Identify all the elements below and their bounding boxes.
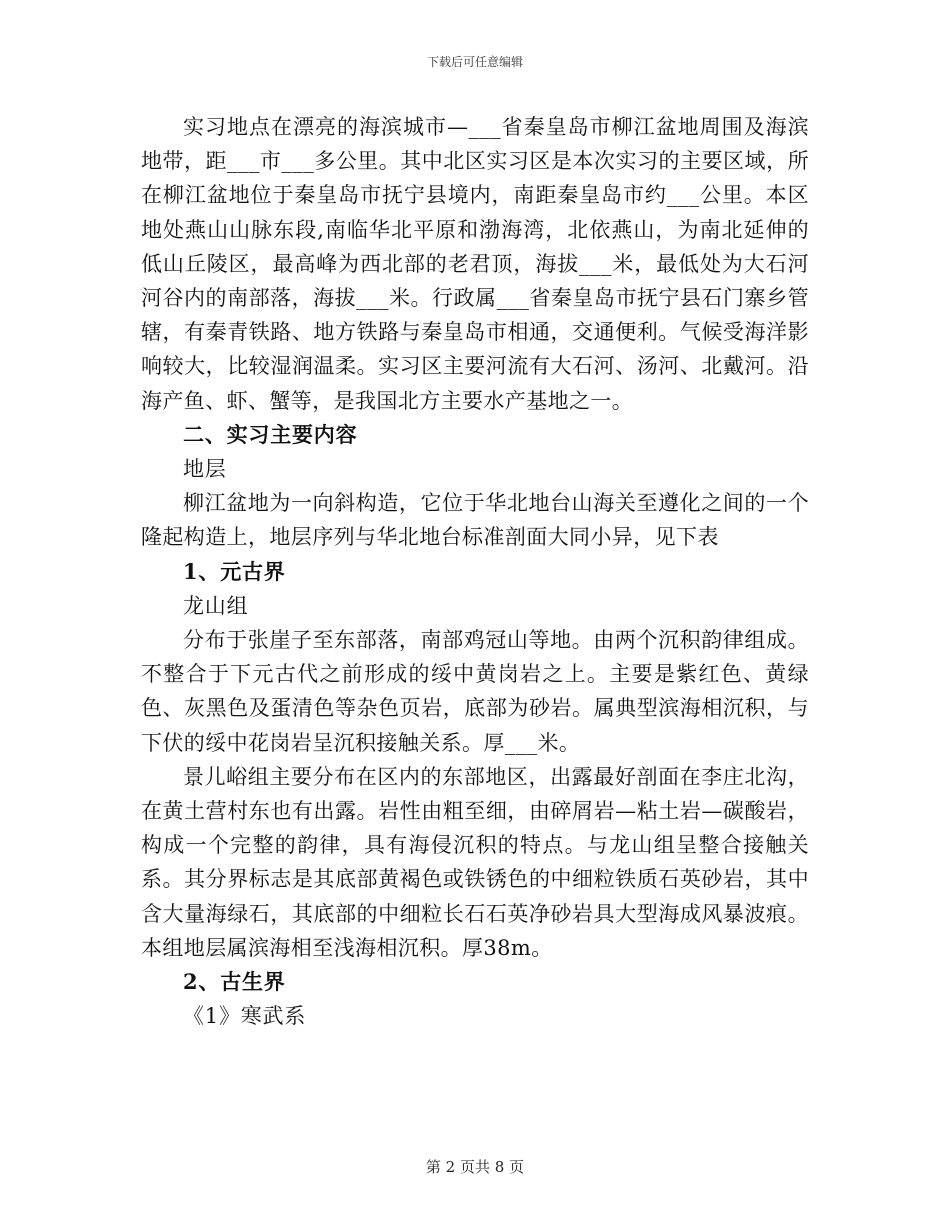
paragraph-jingeryu: 景儿峪组主要分布在区内的东部地区，出露最好剖面在李庄北沟，在黄土营村东也有出露。岩性由粗至细，由碎屑岩—粘土岩—碳酸岩，构成一个完整的韵律，具有海侵沉积的特点。与龙山组呈整合接触关系。其分界标志是其底部黄褐色或铁锈色的中细粒铁质石英砂岩，其中含大量海绿石，其底部的中细粒长石石英净砂岩具大型海成风暴波痕。本组地层属滨海相至浅海相沉积。厚38m。 [141,764,809,960]
page-footer: 第 2 页共 8 页 [425,1158,525,1176]
subheading-longshan: 龙山组 [183,593,249,618]
document-body [141,110,809,1033]
paragraph-strata: 柳江盆地为一向斜构造，它位于华北地台山海关至遵化之间的一个隆起构造上，地层序列与华北地台标准剖面大同小异，见下表 [141,491,809,550]
paragraph-longshan: 分布于张崖子至东部落，南部鸡冠山等地。由两个沉积韵律组成。不整合于下元古代之前形成的绥中黄岗岩之上。主要是紫红色、黄绿色、灰黑色及蛋清色等杂色页岩，底部为砂岩。属典型滨海相沉积，与下伏的绥中花岗岩呈沉积接触关系。厚___米。 [141,628,809,755]
subheading-cambrian: 《1》寒武系 [183,1004,307,1029]
section-heading-paleozoic: 2、古生界 [183,969,286,995]
page-header: 下载后可任意编辑 [426,55,523,69]
section-heading-main-content: 二、实习主要内容 [183,421,358,447]
section-heading-proterozoic: 1、元古界 [183,558,286,584]
subheading-strata: 地层 [183,457,227,482]
paragraph-location: 实习地点在漂亮的海滨城市—___省秦皇岛市柳江盆地周围及海滨地带，距___市___多公里。其中北区实习区是本次实习的主要区域，所在柳江盆地位于秦皇岛市抚宁县境内，南距秦皇岛市约___公里。本区地处燕山山脉东段,南临华北平原和渤海湾，北依燕山，为南北延伸的低山丘陵区，最高峰为西北部的老君顶，海拔___米，最低处为大石河河谷内的南部落，海拔___米。行政属___省秦皇岛市抚宁县石门寨乡管辖，有秦青铁路、地方铁路与秦皇岛市相通，交通便利。气候受海洋影响较大，比较湿润温柔。实习区主要河流有大石河、汤河、北戴河。沿海产鱼、虾、蟹等，是我国北方主要水产基地之一。 [141,115,809,413]
